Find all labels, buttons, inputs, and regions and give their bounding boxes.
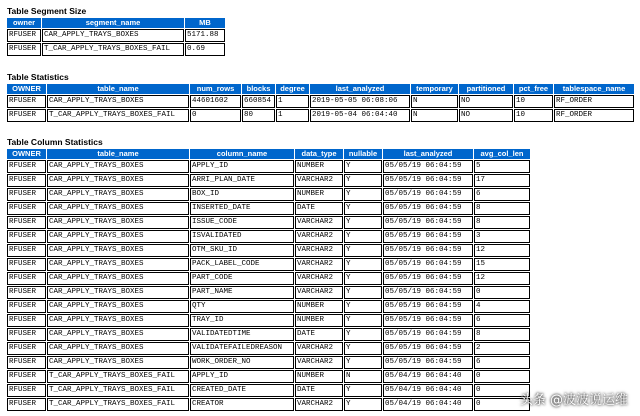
table-cell: 05/05/19 06:04:59 — [383, 230, 473, 243]
segment-body — [7, 29, 225, 56]
table-row — [7, 328, 530, 341]
table-cell: NUMBER — [295, 370, 343, 383]
columns-header-3: data_type — [295, 149, 343, 159]
table-cell: NUMBER — [295, 314, 343, 327]
table-cell: RFUSER — [7, 272, 46, 285]
table-cell: 0 — [190, 109, 241, 122]
table-cell: NO — [459, 109, 513, 122]
table-row — [7, 314, 530, 327]
table-cell: 0 — [474, 286, 530, 299]
table-cell: Y — [344, 244, 382, 257]
table-cell: Y — [344, 160, 382, 173]
table-cell: RFUSER — [7, 328, 46, 341]
columns-header-5: last_analyzed — [383, 149, 473, 159]
table-cell: 0 — [474, 384, 530, 397]
column-statistics-title: Table Column Statistics — [7, 137, 103, 147]
table-cell: N — [411, 109, 458, 122]
stats-header-4: degree — [276, 84, 309, 94]
table-cell: ISVALIDATED — [190, 230, 294, 243]
table-cell: CAR_APPLY_TRAYS_BOXES — [47, 202, 189, 215]
table-cell: 6 — [474, 314, 530, 327]
table-cell: Y — [344, 356, 382, 369]
table-cell: Y — [344, 230, 382, 243]
table-row — [7, 398, 530, 411]
table-cell: CREATED_DATE — [190, 384, 294, 397]
table-cell: DATE — [295, 384, 343, 397]
table-cell: TRAY_ID — [190, 314, 294, 327]
table-row — [7, 188, 530, 201]
table-cell: T_CAR_APPLY_TRAYS_BOXES_FAIL — [47, 370, 189, 383]
table-cell: CAR_APPLY_TRAYS_BOXES — [47, 258, 189, 271]
table-cell: CAR_APPLY_TRAYS_BOXES — [47, 230, 189, 243]
watermark: 头条 @波波说运维 — [519, 393, 628, 408]
table-cell: Y — [344, 202, 382, 215]
table-row — [7, 286, 530, 299]
table-row — [7, 95, 634, 108]
table-cell: CAR_APPLY_TRAYS_BOXES — [47, 174, 189, 187]
table-cell: 05/05/19 06:04:59 — [383, 258, 473, 271]
table-cell: Y — [344, 342, 382, 355]
table-cell: N — [344, 370, 382, 383]
table-cell: 6 — [474, 356, 530, 369]
table-cell: RFUSER — [7, 95, 46, 108]
table-cell: 8 — [474, 328, 530, 341]
table-cell: VALIDATEFAILEDREASON — [190, 342, 294, 355]
table-cell: RFUSER — [7, 370, 46, 383]
table-cell: RFUSER — [7, 29, 41, 42]
segment-header-row — [7, 18, 225, 28]
columns-header-4: nullable — [344, 149, 382, 159]
table-cell: RFUSER — [7, 202, 46, 215]
table-cell: RFUSER — [7, 160, 46, 173]
table-cell: 10 — [514, 109, 553, 122]
table-row — [7, 300, 530, 313]
table-cell: RFUSER — [7, 244, 46, 257]
table-cell: BOX_ID — [190, 188, 294, 201]
table-cell: 2019-05-05 06:08:06 — [310, 95, 410, 108]
table-cell: ARRI_PLAN_DATE — [190, 174, 294, 187]
table-cell: PART_NAME — [190, 286, 294, 299]
table-cell: 3 — [474, 230, 530, 243]
table-cell: 44601602 — [190, 95, 241, 108]
table-cell: 5171.88 — [185, 29, 225, 42]
table-cell: T_CAR_APPLY_TRAYS_BOXES_FAIL — [47, 384, 189, 397]
table-cell: CAR_APPLY_TRAYS_BOXES — [47, 160, 189, 173]
stats-header-9: tablespace_name — [554, 84, 634, 94]
table-cell: 05/05/19 06:04:59 — [383, 216, 473, 229]
table-cell: CAR_APPLY_TRAYS_BOXES — [47, 314, 189, 327]
table-cell: 05/05/19 06:04:59 — [383, 160, 473, 173]
table-row — [7, 160, 530, 173]
table-cell: CAR_APPLY_TRAYS_BOXES — [47, 95, 189, 108]
table-cell: NUMBER — [295, 160, 343, 173]
table-cell: Y — [344, 398, 382, 411]
table-cell: RFUSER — [7, 174, 46, 187]
table-row — [7, 202, 530, 215]
table-cell: 05/05/19 06:04:59 — [383, 356, 473, 369]
table-cell: OTM_SKU_ID — [190, 244, 294, 257]
table-cell: 5 — [474, 160, 530, 173]
table-cell: 1 — [276, 95, 309, 108]
table-cell: Y — [344, 286, 382, 299]
table-cell: 15 — [474, 258, 530, 271]
segment-header-0: owner — [7, 18, 41, 28]
table-cell: RFUSER — [7, 342, 46, 355]
table-cell: N — [411, 95, 458, 108]
column-statistics-table — [6, 148, 531, 412]
table-cell: 05/05/19 06:04:59 — [383, 300, 473, 313]
table-cell: 0 — [474, 398, 530, 411]
table-cell: 17 — [474, 174, 530, 187]
table-cell: CAR_APPLY_TRAYS_BOXES — [47, 272, 189, 285]
table-cell: 12 — [474, 272, 530, 285]
table-cell: 05/05/19 06:04:59 — [383, 272, 473, 285]
table-cell: RFUSER — [7, 314, 46, 327]
table-cell: 05/05/19 06:04:59 — [383, 188, 473, 201]
table-statistics-table — [6, 83, 635, 123]
table-cell: CAR_APPLY_TRAYS_BOXES — [47, 286, 189, 299]
table-cell: Y — [344, 300, 382, 313]
table-cell: 05/04/19 06:04:40 — [383, 370, 473, 383]
stats-header-1: table_name — [47, 84, 189, 94]
table-cell: 05/04/19 06:04:40 — [383, 398, 473, 411]
table-cell: VARCHAR2 — [295, 244, 343, 257]
table-cell: RF_ORDER — [554, 109, 634, 122]
table-cell: RFUSER — [7, 398, 46, 411]
table-cell: RFUSER — [7, 109, 46, 122]
table-cell: VALIDATEDTIME — [190, 328, 294, 341]
segment-header-1: segment_name — [42, 18, 184, 28]
table-cell: 1 — [276, 109, 309, 122]
table-cell: VARCHAR2 — [295, 286, 343, 299]
table-cell: CREATOR — [190, 398, 294, 411]
table-cell: Y — [344, 272, 382, 285]
segment-header-2: MB — [185, 18, 225, 28]
table-cell: RFUSER — [7, 286, 46, 299]
table-cell: RF_ORDER — [554, 95, 634, 108]
table-cell: VARCHAR2 — [295, 174, 343, 187]
stats-header-0: OWNER — [7, 84, 46, 94]
segment-size-title: Table Segment Size — [7, 6, 87, 16]
table-cell: CAR_APPLY_TRAYS_BOXES — [47, 216, 189, 229]
table-cell: 8 — [474, 202, 530, 215]
table-cell: Y — [344, 328, 382, 341]
table-row — [7, 384, 530, 397]
table-cell: CAR_APPLY_TRAYS_BOXES — [47, 356, 189, 369]
table-row — [7, 174, 530, 187]
table-cell: RFUSER — [7, 384, 46, 397]
table-row — [7, 29, 225, 42]
table-cell: APPLY_ID — [190, 370, 294, 383]
table-cell: 4 — [474, 300, 530, 313]
table-cell: RFUSER — [7, 43, 41, 56]
table-cell: INSERTED_DATE — [190, 202, 294, 215]
table-cell: Y — [344, 174, 382, 187]
table-cell: Y — [344, 216, 382, 229]
table-cell: CAR_APPLY_TRAYS_BOXES — [42, 29, 184, 42]
table-cell: 80 — [242, 109, 275, 122]
table-cell: VARCHAR2 — [295, 398, 343, 411]
table-cell: CAR_APPLY_TRAYS_BOXES — [47, 342, 189, 355]
stats-header-2: num_rows — [190, 84, 241, 94]
table-cell: VARCHAR2 — [295, 258, 343, 271]
table-cell: CAR_APPLY_TRAYS_BOXES — [47, 328, 189, 341]
table-cell: RFUSER — [7, 188, 46, 201]
table-cell: 2019-05-04 06:04:40 — [310, 109, 410, 122]
table-row — [7, 43, 225, 56]
table-cell: 05/05/19 06:04:59 — [383, 342, 473, 355]
table-cell: Y — [344, 384, 382, 397]
table-cell: CAR_APPLY_TRAYS_BOXES — [47, 188, 189, 201]
table-row — [7, 370, 530, 383]
table-cell: VARCHAR2 — [295, 230, 343, 243]
table-cell: T_CAR_APPLY_TRAYS_BOXES_FAIL — [47, 398, 189, 411]
table-cell: RFUSER — [7, 216, 46, 229]
table-cell: 05/04/19 06:04:40 — [383, 384, 473, 397]
stats-header-5: last_analyzed — [310, 84, 410, 94]
table-row — [7, 272, 530, 285]
table-cell: APPLY_ID — [190, 160, 294, 173]
columns-header-0: OWNER — [7, 149, 46, 159]
table-cell: 05/05/19 06:04:59 — [383, 328, 473, 341]
table-cell: RFUSER — [7, 258, 46, 271]
table-cell: PART_CODE — [190, 272, 294, 285]
table-cell: DATE — [295, 202, 343, 215]
table-cell: QTY — [190, 300, 294, 313]
table-cell: 660854 — [242, 95, 275, 108]
table-cell: RFUSER — [7, 356, 46, 369]
table-cell: Y — [344, 188, 382, 201]
table-cell: 05/05/19 06:04:59 — [383, 314, 473, 327]
stats-header-row — [7, 84, 634, 94]
table-cell: 12 — [474, 244, 530, 257]
table-cell: VARCHAR2 — [295, 272, 343, 285]
columns-header-2: column_name — [190, 149, 294, 159]
table-cell: RFUSER — [7, 300, 46, 313]
table-row — [7, 356, 530, 369]
table-cell: 05/05/19 06:04:59 — [383, 174, 473, 187]
table-row — [7, 342, 530, 355]
stats-header-3: blocks — [242, 84, 275, 94]
table-cell: VARCHAR2 — [295, 342, 343, 355]
table-row — [7, 109, 634, 122]
stats-body — [7, 95, 634, 122]
table-cell: CAR_APPLY_TRAYS_BOXES — [47, 300, 189, 313]
table-statistics-title: Table Statistics — [7, 72, 69, 82]
table-cell: DATE — [295, 328, 343, 341]
table-row — [7, 244, 530, 257]
stats-header-6: temporary — [411, 84, 458, 94]
table-cell: 0.69 — [185, 43, 225, 56]
table-cell: PACK_LABEL_CODE — [190, 258, 294, 271]
table-cell: 05/05/19 06:04:59 — [383, 202, 473, 215]
table-row — [7, 216, 530, 229]
table-cell: 6 — [474, 188, 530, 201]
columns-header-6: avg_col_len — [474, 149, 530, 159]
table-cell: T_CAR_APPLY_TRAYS_BOXES_FAIL — [42, 43, 184, 56]
table-row — [7, 258, 530, 271]
table-cell: 2 — [474, 342, 530, 355]
table-cell: RFUSER — [7, 230, 46, 243]
table-cell: Y — [344, 258, 382, 271]
table-cell: 8 — [474, 216, 530, 229]
table-cell: WORK_ORDER_NO — [190, 356, 294, 369]
table-cell: VARCHAR2 — [295, 216, 343, 229]
table-cell: T_CAR_APPLY_TRAYS_BOXES_FAIL — [47, 109, 189, 122]
table-cell: NUMBER — [295, 188, 343, 201]
columns-header-row — [7, 149, 530, 159]
table-row — [7, 230, 530, 243]
columns-header-1: table_name — [47, 149, 189, 159]
stats-header-8: pct_free — [514, 84, 553, 94]
table-cell: CAR_APPLY_TRAYS_BOXES — [47, 244, 189, 257]
table-cell: 05/05/19 06:04:59 — [383, 286, 473, 299]
stats-header-7: partitioned — [459, 84, 513, 94]
table-cell: 0 — [474, 370, 530, 383]
table-cell: Y — [344, 314, 382, 327]
table-cell: NO — [459, 95, 513, 108]
table-cell: 10 — [514, 95, 553, 108]
segment-size-table — [6, 17, 226, 57]
table-cell: ISSUE_CODE — [190, 216, 294, 229]
table-cell: NUMBER — [295, 300, 343, 313]
columns-body — [7, 160, 530, 411]
table-cell: VARCHAR2 — [295, 356, 343, 369]
table-cell: 05/05/19 06:04:59 — [383, 244, 473, 257]
